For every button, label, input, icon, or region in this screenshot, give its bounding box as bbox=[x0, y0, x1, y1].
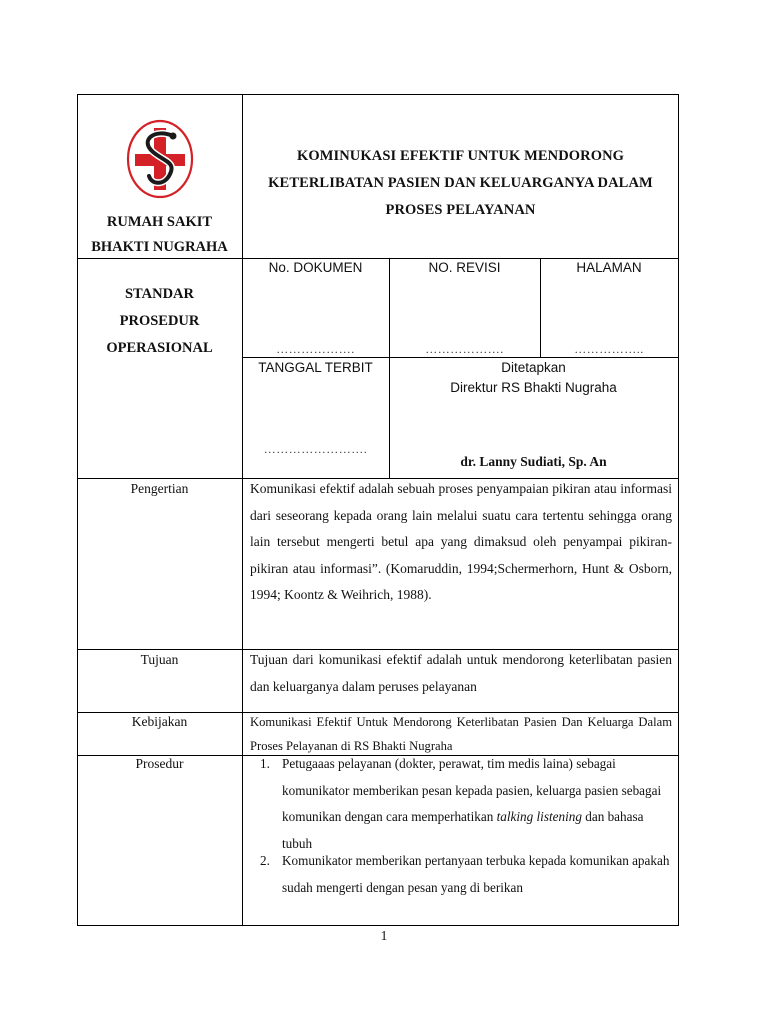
list-item bbox=[242, 751, 672, 857]
prosedur-label: Prosedur bbox=[135, 756, 184, 771]
table-border-bottom bbox=[77, 925, 679, 926]
list-item-number: 2. bbox=[260, 853, 270, 868]
hospital-name bbox=[77, 210, 242, 260]
prosedur-content bbox=[242, 751, 672, 901]
tanggal-terbit-label: TANGGAL TERBIT bbox=[258, 360, 373, 375]
no-revisi-value: ………………. bbox=[425, 342, 504, 356]
pengertian-label: Pengertian bbox=[130, 481, 189, 496]
no-dokumen-label: No. DOKUMEN bbox=[268, 260, 363, 275]
kebijakan-text: Komunikasi Efektif Untuk Mendorong Keterlibatan Pasien Dan Keluarga Dalam Proses Pelayanan di RS Bhakti Nugraha bbox=[250, 715, 672, 753]
row-divider-meta bbox=[242, 357, 679, 358]
hospital-logo-icon bbox=[125, 118, 195, 200]
list-item-italic: talking listening bbox=[496, 809, 582, 824]
hospital-logo bbox=[125, 118, 195, 200]
title-line2: KETERLIBATAN PASIEN DAN KELUARGANYA DALAM bbox=[268, 175, 653, 191]
no-revisi-label: NO. REVISI bbox=[428, 260, 501, 275]
prosedur-list bbox=[242, 751, 672, 901]
signer-name: dr. Lanny Sudiati, Sp. An bbox=[460, 454, 607, 469]
list-item bbox=[242, 848, 672, 901]
sop-document bbox=[77, 94, 679, 926]
ditetapkan-label: Ditetapkan bbox=[501, 360, 566, 375]
tujuan-text: Tujuan dari komunikasi efektif adalah untuk mendorong keterlibatan pasien dan keluarganya dalam peruses pelayanan bbox=[250, 652, 672, 694]
table-border-top bbox=[77, 94, 679, 95]
list-item-text: Petugaaas pelayanan (dokter, perawat, tim medis laina) sebagai komunikator memberikan pesan kepada pasien, keluarga pasien sebagai komunikan dengan cara memperhatikan bbox=[282, 756, 662, 824]
list-item-number: 1. bbox=[260, 756, 270, 771]
tujuan-label: Tujuan bbox=[140, 652, 179, 667]
title-line1: KOMINUKASI EFEKTIF UNTUK MENDORONG bbox=[296, 148, 625, 164]
document-title bbox=[242, 143, 679, 224]
pengertian-text: Komunikasi efektif adalah sebuah proses penyampaian pikiran atau informasi dari seseorang kepada orang lain melalui suatu cara tertentu sehingga orang lain tersebut mengerti betul apa yang dimaksud oleh penyampai pikiran-pikiran atau informasi”. (Komaruddin, 1994;Schermerhorn, Hunt & Osborn, 1994; Koontz & Weihrich, 1988). bbox=[250, 481, 672, 602]
kebijakan-label: Kebijakan bbox=[131, 714, 188, 729]
list-item-text: Komunikator memberikan pertanyaan terbuka kepada komunikan apakah sudah mengerti dengan pesan yang di berikan bbox=[282, 853, 670, 895]
hospital-name-line2: BHAKTI NUGRAHA bbox=[91, 239, 228, 255]
halaman-label: HALAMAN bbox=[576, 260, 642, 275]
sop-line2: PROSEDUR bbox=[119, 313, 200, 329]
list-item-text-end: dan bahasa tubuh bbox=[282, 809, 644, 851]
title-line3: PROSES PELAYANAN bbox=[385, 202, 536, 218]
page-number: 1 bbox=[380, 928, 388, 943]
sop-line1: STANDAR bbox=[124, 286, 195, 302]
sop-label bbox=[77, 281, 242, 362]
halaman-value: …………….. bbox=[574, 342, 644, 356]
direktur-label: Direktur RS Bhakti Nugraha bbox=[450, 380, 617, 395]
sop-line3: OPERASIONAL bbox=[106, 340, 213, 356]
no-dokumen-value: ………………. bbox=[276, 342, 355, 356]
hospital-name-line1: RUMAH SAKIT bbox=[106, 214, 213, 230]
tanggal-terbit-value: ……………………. bbox=[263, 442, 368, 456]
